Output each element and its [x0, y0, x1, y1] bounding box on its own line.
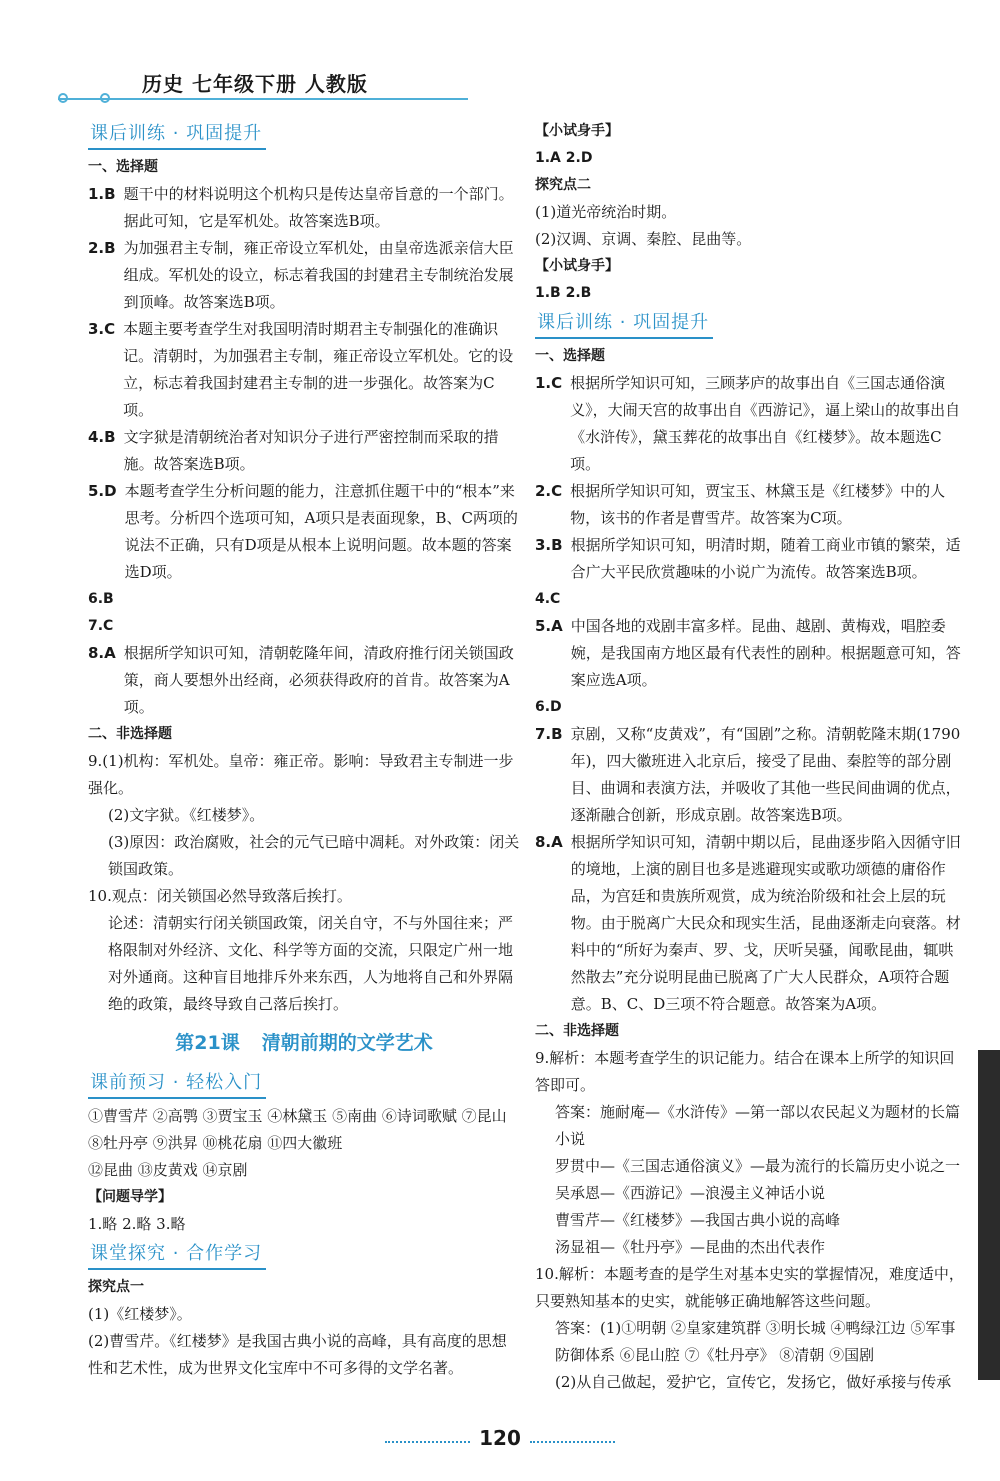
- answer-item: [88, 478, 520, 586]
- try-heading: 【小试身手】: [535, 123, 619, 139]
- try-answers: 1.B 2.B: [535, 285, 592, 301]
- answer-paragraph: 答案：施耐庵—《水浒传》—第一部以农民起义为题材的长篇小说: [555, 1103, 961, 1148]
- answer-item: [88, 640, 520, 721]
- choice-heading: 一、选择题: [535, 348, 605, 364]
- answer-text: 文字狱是清朝统治者对知识分子进行严密控制而采取的措施。故答案选B项。: [123, 428, 499, 473]
- try-heading: 【小试身手】: [535, 258, 619, 274]
- answer-paragraph: 9.(1)机构：军机处。皇帝：雍正帝。影响：导致君主专制进一步强化。: [88, 752, 514, 797]
- answer-text: 为加强君主专制，雍正帝设立军机处，由皇帝选派亲信大臣组成。军机处的设立，标志着我国的封建君主专制统治发展到顶峰。故答案选B项。: [123, 239, 514, 311]
- answer-item: [88, 235, 520, 316]
- answer-number: 2.B: [88, 239, 116, 257]
- answer-text: 中国各地的戏剧丰富多样。昆曲、越剧、黄梅戏，唱腔委婉，是我国南方地区最有代表性的剧种。根据题意可知，答案应选A项。: [570, 617, 961, 689]
- preview-answers: ⑫昆曲 ⑬皮黄戏 ⑭京剧: [88, 1161, 248, 1179]
- answer-item: [535, 829, 967, 1018]
- answer-item: [535, 370, 967, 478]
- answer-paragraph: 罗贯中—《三国志通俗演义》—最为流行的长篇历史小说之一: [555, 1157, 961, 1175]
- answer-paragraph: 吴承恩—《西游记》—浪漫主义神话小说: [555, 1184, 826, 1202]
- answer-number: 5.D: [88, 482, 117, 500]
- answer-item: [535, 613, 967, 694]
- guide-heading: 【问题导学】: [88, 1189, 172, 1205]
- answer-text: 本题主要考查学生对我国明清时期君主专制强化的准确识记。清朝时，为加强君主专制，雍正帝设立军机处。它的设立，标志着我国封建君主专制的进一步强化。故答案为C项。: [123, 320, 514, 419]
- right-column: [535, 118, 967, 1396]
- answer-item: [88, 424, 520, 478]
- nonchoice-heading: 二、非选择题: [535, 1023, 619, 1039]
- page-number-decoration: [385, 1441, 470, 1443]
- answer-text: 根据所学知识可知，明清时期，随着工商业市镇的繁荣，适合广大平民欣赏趣味的小说广为流传。故答案选B项。: [570, 536, 961, 581]
- guide-answers: 1.略 2.略 3.略: [88, 1215, 186, 1233]
- lesson-name: 清朝前期的文学艺术: [261, 1032, 433, 1054]
- section-title: 课堂探究 · 合作学习: [88, 1240, 266, 1270]
- answer-text: 题干中的材料说明这个机构只是传达皇帝旨意的一个部门。据此可知，它是军机处。故答案选B项。: [123, 185, 514, 230]
- answer-paragraph: (2)文字狱。《红楼梦》。: [108, 806, 265, 824]
- answer-paragraph: (1)《红楼梦》。: [88, 1305, 192, 1323]
- answer-number: 3.C: [88, 320, 116, 338]
- section-title: 课后训练 · 巩固提升: [88, 120, 266, 150]
- answer-text: 根据所学知识可知，贾宝玉、林黛玉是《红楼梦》中的人物，该书的作者是曹雪芹。故答案为C项。: [570, 482, 946, 527]
- answer-item: [535, 532, 967, 586]
- answer-number: 1.C: [535, 374, 563, 392]
- answer-number: 3.B: [535, 536, 563, 554]
- page-header: [58, 62, 468, 112]
- preview-answers: ①曹雪芹 ②高鹗 ③贾宝玉 ④林黛玉 ⑤南曲 ⑥诗词歌赋 ⑦昆山 ⑧牡丹亭 ⑨洪昇 ⑩桃花扇 ⑪四大徽班: [88, 1107, 507, 1152]
- answer-item: [88, 181, 520, 235]
- header-title: 历史 七年级下册 人教版: [142, 72, 368, 96]
- header-line: [58, 98, 468, 100]
- answer-item: [88, 316, 520, 424]
- answer-number: 2.C: [535, 482, 563, 500]
- answer-paragraph: (3)原因：政治腐败，社会的元气已暗中凋耗。对外政策：闭关锁国政策。: [108, 833, 520, 878]
- answer-item: [535, 478, 967, 532]
- answer-paragraph: 曹雪芹—《红楼梦》—我国古典小说的高峰: [555, 1211, 841, 1229]
- answer-short: 4.C: [535, 591, 561, 607]
- answer-paragraph: 9.解析：本题考查学生的识记能力。结合在课本上所学的知识回答即可。: [535, 1049, 955, 1094]
- explore-heading: 探究点二: [535, 177, 591, 193]
- left-column: [88, 118, 520, 1382]
- page-number-decoration: [530, 1441, 615, 1443]
- page-number: 120: [479, 1426, 521, 1450]
- section-title: 课前预习 · 轻松入门: [88, 1069, 266, 1099]
- answer-number: 8.A: [535, 833, 563, 851]
- answer-paragraph: 答案：(1)①明朝 ②皇家建筑群 ③明长城 ④鸭绿江边 ⑤军事防御体系 ⑥昆山腔 ⑦《牡丹亭》 ⑧清朝 ⑨国剧: [555, 1319, 956, 1364]
- answer-paragraph: (2)曹雪芹。《红楼梦》是我国古典小说的高峰，具有高度的思想性和艺术性，成为世界文化宝库中不可多得的文学名著。: [88, 1332, 507, 1377]
- answer-number: 7.B: [535, 725, 563, 743]
- answer-number: 4.B: [88, 428, 116, 446]
- answer-text: 根据所学知识可知，清朝乾隆年间，清政府推行闭关锁国政策，商人要想外出经商，必须获得政府的首肯。故答案为A项。: [123, 644, 514, 716]
- nonchoice-heading: 二、非选择题: [88, 726, 172, 742]
- try-answers: 1.A 2.D: [535, 150, 593, 166]
- answer-short: 7.C: [88, 618, 114, 634]
- answer-number: 8.A: [88, 644, 116, 662]
- answer-text: 本题考查学生分析问题的能力，注意抓住题干中的“根本”来思考。分析四个选项可知，A项只是表面现象，B、C两项的说法不正确，只有D项是从根本上说明问题。故本题的答案选D项。: [124, 482, 518, 581]
- answer-short: 6.D: [535, 699, 562, 715]
- explore-heading: 探究点一: [88, 1279, 144, 1295]
- answer-paragraph: 论述：清朝实行闭关锁国政策，闭关自守，不与外国往来；严格限制对外经济、文化、科学等方面的交流，只限定广州一地对外通商。这种盲目地排斥外来东西，人为地将自己和外界隔绝的政策，最终导致自己落后挨打。: [108, 914, 514, 1013]
- answer-item: [535, 721, 967, 829]
- lesson-number: 第21课: [175, 1032, 240, 1054]
- answer-number: 5.A: [535, 617, 563, 635]
- answer-paragraph: 10.观点：闭关锁国必然导致落后挨打。: [88, 887, 352, 905]
- answer-number: 1.B: [88, 185, 116, 203]
- choice-heading: 一、选择题: [88, 159, 158, 175]
- answer-paragraph: (2)汉调、京调、秦腔、昆曲等。: [535, 230, 752, 248]
- answer-paragraph: 10.解析：本题考查的是学生对基本史实的掌握情况，难度适中，只要熟知基本的史实，就能够正确地解答这些问题。: [535, 1265, 964, 1310]
- answer-paragraph: (1)道光帝统治时期。: [535, 203, 677, 221]
- answer-short: 6.B: [88, 591, 114, 607]
- answer-text: 京剧，又称“皮黄戏”，有“国剧”之称。清朝乾隆末期(1790年)，四大徽班进入北京后，接受了昆曲、秦腔等的部分剧目、曲调和表演方法，并吸收了其他一些民间曲调的优点，逐渐融合创新，形成京剧。故答案选B项。: [570, 725, 961, 824]
- lesson-title: [88, 1030, 520, 1057]
- answer-text: 根据所学知识可知，三顾茅庐的故事出自《三国志通俗演义》，大闹天宫的故事出自《西游记》，逼上梁山的故事出自《水浒传》，黛玉葬花的故事出自《红楼梦》。故本题选C项。: [570, 374, 961, 473]
- answer-paragraph: 汤显祖—《牡丹亭》—昆曲的杰出代表作: [555, 1238, 826, 1256]
- answer-text: 根据所学知识可知，清朝中期以后，昆曲逐步陷入因循守旧的境地，上演的剧目也多是逃避现实或歌功颂德的庸俗作品，为宫廷和贵族所观赏，成为统治阶级和社会上层的玩物。由于脱离广大民众和现实生活，昆曲逐渐走向衰落。材料中的“所好为秦声、罗、戈，厌听吴骚，闻歌昆曲，辄哄然散去”充分说明昆曲已脱离了广大人民群众，A项符合题意。B、C、D三项不符合题意。故答案为A项。: [570, 833, 961, 1013]
- section-title: 课后训练 · 巩固提升: [535, 309, 713, 339]
- answer-paragraph: (2)从自己做起，爱护它，宣传它，发扬它，做好承接与传承: [555, 1373, 952, 1391]
- side-tab: [978, 1050, 1000, 1380]
